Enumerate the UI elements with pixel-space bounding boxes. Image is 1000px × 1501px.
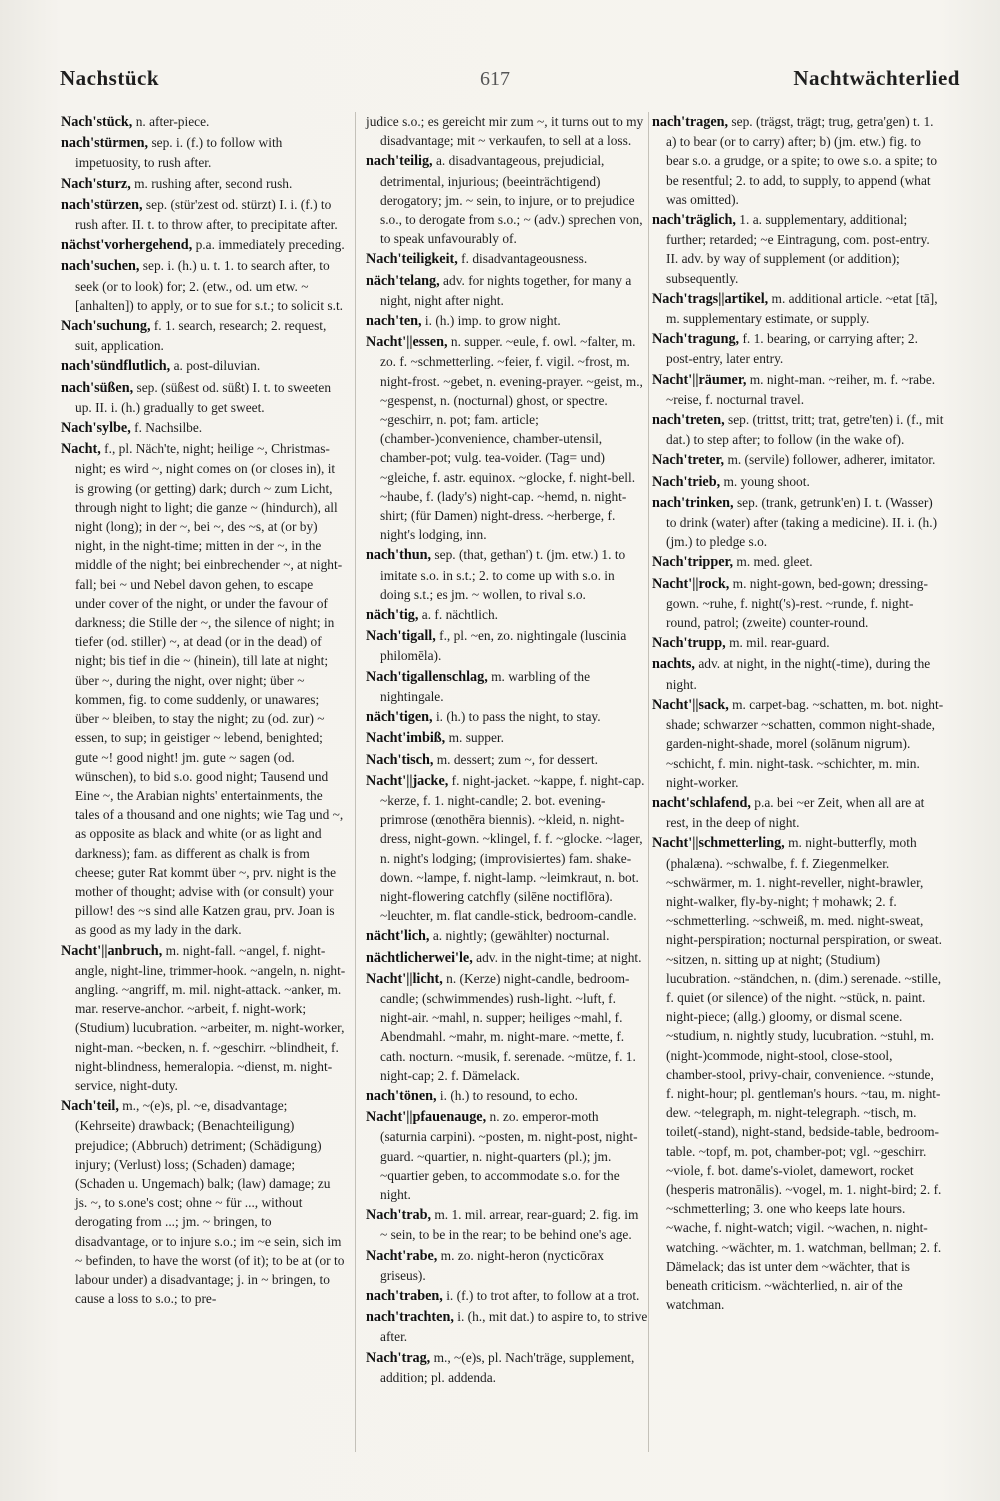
dictionary-entry (61, 133, 346, 172)
entry-headword: näch'tig, (366, 607, 419, 624)
entry-definition: m. additional article. ~etat [tā], m. supplementary estimate, or supply. (666, 290, 938, 327)
entry-definition: n. supper. ~eule, f. owl. ~falter, m. zo. f. ~schmetterling. ~feier, f. vigil. ~frost, m. night-frost. ~gebet, n. evening-prayer. ~geist, m., ~gespenst, n. (nocturnal) ghost, or spectre. ~geschirr, n. pot; fam. article; (chamber-)convenience, chamber-utensil, chamber-pot; vulg. tea-voider. (Tag= und) ~gleiche, f. astr. equinox. ~glocke, f. night-bell. ~haube, f. (lady's) night-cap. ~hemd, n. night-shirt; (für Damen) night-dress. ~herberge, f. night's lodging, inn. (380, 334, 643, 543)
dictionary-entry (61, 1096, 346, 1308)
entry-headword: nächst'vorhergehend, (61, 237, 193, 254)
entry-definition: a. disadvantageous, prejudicial, detrimental, injurious; (beeinträchtigend) derogatory; jm. ~ sein, to injure, or to prejudice s.o., to derogate from s.o.; ~ (adv.) sprechen von, to speak unfavourably of. (380, 153, 643, 247)
entry-definition: m. young shoot. (720, 473, 810, 489)
entry-headword: nach'stürzen, (61, 196, 143, 213)
entry-definition: i. (f.) to trot after, to follow at a trot. (442, 1287, 640, 1303)
dictionary-entry (652, 329, 944, 368)
entry-definition: m. 1. mil. arrear, rear-guard; 2. fig. im ~ sein, to be in the rear; to be behind one's age. (380, 1207, 639, 1243)
text-column-left (61, 112, 346, 1309)
entry-headword: Nacht'rabe, (366, 1247, 438, 1264)
entry-definition: i. (h., mit dat.) to aspire to, to strive after. (380, 1309, 648, 1345)
text-column-middle (366, 112, 648, 1388)
entry-headword: Nacht'||schmetterling, (652, 835, 785, 852)
entry-definition: sep. (trank, getrunk'en) I. t. (Wasser) to drink (water) after (taking a medicine). II. i. (h.) (jm.) to pledge s.o. (666, 494, 938, 550)
dictionary-entry (652, 289, 944, 328)
entry-headword: Nach'tragung, (652, 331, 740, 348)
dictionary-entry (366, 311, 648, 331)
dictionary-entry (652, 695, 944, 792)
entry-definition: n. after-piece. (132, 114, 210, 129)
dictionary-entry (61, 356, 346, 376)
entry-headword: Nach'trieb, (652, 473, 721, 490)
entry-definition: n. (Kerze) night-candle, bedroom-candle; (schwimmendes) rush-light. ~luft, f. night-air. ~mahl, n. supper; heiliges ~mahl, f. Abendmahl. ~mahr, m. night-mare. ~mette, f. cath. nocturn. ~musik, f. serenade. ~mütze, f. 1. night-cap; 2. f. Dämelack. (380, 970, 636, 1083)
entry-headword: nach'ten, (366, 313, 422, 330)
entry-definition: m. mil. rear-guard. (725, 635, 830, 651)
entry-headword: Nacht, (61, 441, 101, 458)
dictionary-entry (366, 969, 648, 1085)
column-divider (355, 112, 356, 1452)
entry-headword: Nach'tigall, (366, 628, 436, 645)
dictionary-entry (652, 493, 944, 552)
dictionary-entry (652, 112, 944, 209)
entry-definition: adv. at night, in the night(-time), during the night. (666, 656, 931, 692)
entry-headword: nächtlicherwei'le, (366, 949, 473, 966)
entry-headword: Nacht'||licht, (366, 970, 443, 987)
entry-headword: Nach'sylbe, (61, 420, 131, 437)
entry-definition: m. carpet-bag. ~schatten, m. bot. night-shade; schwarzer ~schatten, common night-shade, garden-night-shade, morel (solānum nigrum). ~schicht, f. min. night-task. ~schichter, m. min. night-worker. (666, 696, 944, 790)
dictionary-entry (652, 833, 944, 1314)
entry-headword: Nach'tisch, (366, 751, 434, 768)
dictionary-entry (366, 667, 648, 706)
dictionary-entry (366, 1286, 648, 1306)
dictionary-entry (61, 316, 346, 355)
entry-headword: Nach'trags||artikel, (652, 290, 769, 307)
dictionary-entry (61, 256, 346, 315)
entry-definition: f., pl. ~en, zo. nightingale (luscinia philomēla). (380, 628, 627, 664)
dictionary-entry (366, 728, 648, 748)
dictionary-entry (652, 210, 944, 288)
dictionary-entry (366, 1086, 648, 1106)
entry-definition: 1. a. supplementary, additional; further; retarded; ~e Eintragung, com. post-entry. II. adv. by way of supplement (or addition); subsequently. (666, 212, 930, 286)
entry-headword: Nacht'imbiß, (366, 730, 446, 747)
entry-headword: Nacht'||essen, (366, 334, 448, 351)
entry-definition: f. disadvantageousness. (457, 251, 588, 267)
entry-definition: m. med. gleet. (733, 554, 813, 570)
entry-headword: näch'telang, (366, 272, 440, 289)
entry-definition: m. warbling of the nightingale. (380, 668, 591, 704)
dictionary-entry (366, 112, 648, 150)
entry-definition: sep. (trägst, trägt; trug, getra'gen) t. 1. a) to bear (or to carry) after; b) (jm. etw.) fig. to bear s.o. a grudge, or a spite; to owe s.o. a spite; to be resentful; 2. to add, to supply, to append (what was omitted). (666, 114, 938, 207)
entry-headword: Nach'trupp, (652, 635, 726, 652)
entry-definition: adv. for nights together, for many a night, night after night. (380, 272, 632, 308)
entry-definition: m., ~(e)s, pl. ~e, disadvantage; (Kehrseite) drawback; (Benachteiligung) prejudice; (Abbruch) detriment; (Schädigung) injury; (Verlust) loss; (Schaden) damage; (Schaden u. Ungemach) balk; (law) damage; zu js. ~, to s.one's cost; ohne ~ für ..., without derogating from ...; jm. ~ bringen, to disadvantage, or to injure s.o.; im ~e sein, sich im ~ befinden, to have the worst (of it); to be at (or to labour under) a disadvantage; j. in ~ bringen, to cause a loss to s.o.; to pre- (75, 1098, 345, 1307)
entry-definition: m. zo. night-heron (nycticōrax griseus). (380, 1247, 604, 1283)
dictionary-entry (652, 654, 944, 693)
entry-definition: p.a. immediately preceding. (192, 237, 345, 253)
entry-headword: Nach'teiligkeit, (366, 251, 458, 268)
dictionary-entry (61, 439, 346, 939)
entry-headword: nach'tragen, (652, 114, 729, 130)
entry-headword: nach'trinken, (652, 494, 734, 511)
entry-definition: sep. (stür'zest od. stürzt) I. i. (f.) to rush after. II. t. to throw after, to precipitate after. (75, 196, 338, 233)
column-divider (648, 112, 649, 1452)
entry-headword: nächt'lich, (366, 928, 430, 945)
entry-definition: m. supper. (445, 730, 505, 746)
entry-definition: m. rushing after, second rush. (130, 175, 293, 191)
dictionary-entry (366, 332, 648, 544)
dictionary-entry (61, 174, 346, 194)
dictionary-entry (61, 941, 346, 1096)
entry-definition: sep. (süßest od. süßt) I. t. to sweeten up. II. i. (h.) gradually to get sweet. (75, 379, 332, 415)
entry-definition: f. Nachsilbe. (130, 420, 203, 436)
dictionary-entry (366, 750, 648, 770)
entry-headword: Nach'teil, (61, 1098, 119, 1115)
entry-definition: m. (servile) follower, adherer, imitator. (724, 452, 936, 468)
entry-headword: nach'thun, (366, 547, 432, 564)
entry-headword: nach'teilig, (366, 153, 433, 170)
entry-definition: sep. i. (h.) u. t. 1. to search after, to seek (or to look) for; 2. (etw., od. um etw. ~ [anhalten]) to apply, or to sue for s.t.; to solicit s.t. (75, 258, 344, 313)
dictionary-entry (366, 926, 648, 946)
dictionary-entry (366, 545, 648, 604)
entry-definition: adv. in the night-time; at night. (472, 949, 642, 965)
dictionary-entry (366, 271, 648, 310)
dictionary-entry (366, 707, 648, 727)
dictionary-entry (366, 1348, 648, 1387)
entry-headword: Nach'suchung, (61, 318, 151, 335)
entry-headword: nachts, (652, 656, 695, 673)
entry-definition: sep. i. (f.) to follow with impetuosity, to rush after. (75, 135, 283, 171)
dictionary-entry (366, 948, 648, 968)
entry-definition: m. night-man. ~reiher, m. f. ~rabe. ~reise, f. nocturnal travel. (666, 371, 936, 407)
entry-headword: Nacht'||sack, (652, 696, 729, 713)
dictionary-entry (652, 574, 944, 633)
dictionary-entry (652, 793, 944, 832)
entry-headword: nacht'schlafend, (652, 794, 751, 811)
entry-definition: sep. (that, gethan') t. (jm. etw.) 1. to imitate s.o. in s.t.; 2. to come up with s.o. in doing s.t.; es jm. ~ wollen, to rival s.o. (380, 547, 626, 602)
dictionary-entry (366, 1246, 648, 1285)
dictionary-entry (652, 450, 944, 470)
dictionary-entry (652, 370, 944, 409)
dictionary-entry (366, 771, 648, 926)
entry-headword: nach'tönen, (366, 1087, 437, 1104)
entry-headword: Nach'trag, (366, 1349, 431, 1366)
entry-definition: m. night-butterfly, moth (phalæna). ~schwalbe, f. f. Ziegenmelker. ~schwärmer, m. 1. night-reveller, night-brawler, night-walker, fly-by-night; † mohawk; 2. f. ~schmetterling. ~schweiß, m. med. night-sweat, night-perspiration; nocturnal perspiration, or sweat. ~sitzen, n. sitting up at night; (Studium) lucubration. ~ständchen, n. (dim.) serenade. ~stille, f. quiet (or silence) of the night. ~stück, n. paint. night-piece; (allg.) gloomy, or dismal scene. ~studium, n. nightly study, lucubration. ~stuhl, m. (night-)commode, night-stool, close-stool, chamber-stool, privy-chair, convenience. ~stunde, f. night-hour; pl. gentleman's hours. ~tau, m. night-dew. ~telegraph, m. night-telegraph. ~tisch, m. toilet(-stand), night-stand, bedside-table, bedroom-table. ~topf, m. pot, chamber-pot; vgl. ~geschirr. ~viole, f. bot. dame's-violet, damewort, rocket (hesperis matronālis). ~vogel, m. 1. night-bird; 2. f. ~schmetterling; 3. one who keeps late hours. ~wache, f. night-watch; vigil. ~wachen, n. night-watching. ~wächter, m. 1. watchman, bellman; 2. f. Dämelack; das ist unter dem ~wächter, that is beneath criticism. ~wächterlied, n. air of the watchman. (666, 835, 942, 1313)
entry-headword: Nacht'||jacke, (366, 772, 449, 789)
entry-headword: Nach'treter, (652, 452, 725, 469)
dictionary-entry (366, 249, 648, 269)
entry-definition: i. (h.) imp. to grow night. (421, 313, 561, 329)
dictionary-entry (366, 1107, 648, 1204)
entry-headword: nach'trachten, (366, 1309, 454, 1326)
entry-definition: f., pl. Näch'te, night; heilige ~, Christmas-night; es wird ~, night comes on (or closes in), it is growing (or getting) dark; durch ~ zum Licht, through night to light; die ganze ~ (hindurch), all night (long); in der ~, bei ~, des ~s, at (or by) night, in the night-time; mitten in der ~, in the middle of the night; bei einbrechender ~, at night-fall; bei ~ und Nebel davon gehen, to escape under cover of the night, or under the favour of darkness; die Stille der ~, the silence of night; in tiefer (od. stiller) ~, at dead (or in the dead) of night; bis tief in die ~ (hinein), till late at night; über ~, during the night, over night; über ~ kommen, fig. to come suddenly, or unawares; über ~ bleiben, to stay the night; zu (od. zur) ~ essen, to sup; in geistiger ~ lebend, benighted; gute ~! good night! jm. gute ~ sagen (od. wünschen), to bid s.o. good night; Tausend und Eine ~, the Arabian nights' entertainments, the tales of a thousand and one nights; wie Tag und ~, as opposite as black and white (or as light and darkness); fam. as different as chalk is from cheese; guter Rat kommt über ~, prv. night is the mother of thought; advise with (or consult) your pillow! des ~s sind alle Katzen grau, prv. Joan is as good as my lady in the dark. (75, 441, 344, 938)
dictionary-entry (652, 633, 944, 653)
entry-headword: nach'suchen, (61, 258, 140, 275)
entry-headword: nach'stürmen, (61, 135, 149, 152)
entry-headword: näch'tigen, (366, 709, 433, 726)
entry-definition: i. (h.) to resound, to echo. (436, 1087, 578, 1103)
dictionary-entry (61, 235, 346, 255)
entry-definition: a. post-diluvian. (170, 358, 261, 374)
entry-headword: nach'sündflutlich, (61, 358, 171, 375)
dictionary-entry (652, 410, 944, 449)
text-column-right (652, 112, 944, 1315)
dictionary-entry (366, 1205, 648, 1244)
dictionary-entry (652, 552, 944, 572)
entry-definition: a. nightly; (gewählter) nocturnal. (429, 928, 610, 944)
header-left-guide-word: Nachstück (60, 66, 160, 90)
entry-definition: judice s.o.; es gereicht mir zum ~, it turns out to my disadvantage; mit ~ verkaufen, to sell at a loss. (366, 114, 644, 149)
entry-definition: m. night-fall. ~angel, f. night-angle, night-line, trimmer-hook. ~angeln, n. night-angling. ~angriff, m. mil. night-attack. ~anker, m. mar. reserve-anchor. ~arbeit, f. night-work; (Studium) lucubration. ~arbeiter, m. night-worker, night-man. ~becken, n. f. ~geschirr. ~blindheit, f. night-blindness, hemeralopia. ~dienst, m. night-service, night-duty. (75, 942, 346, 1093)
dictionary-entry (366, 151, 648, 248)
entry-definition: sep. (trittst, tritt; trat, getre'ten) i. (f., mit dat.) to step after; to follow (in the wake of). (666, 412, 944, 448)
page-number: 617 (480, 68, 510, 90)
entry-headword: Nach'tigallenschlag, (366, 668, 488, 685)
entry-headword: Nacht'||rock, (652, 575, 730, 592)
dictionary-entry (61, 195, 346, 234)
entry-headword: Nacht'||räumer, (652, 371, 747, 388)
entry-headword: nach'süßen, (61, 379, 134, 396)
entry-definition: f. 1. bearing, or carrying after; 2. post-entry, later entry. (666, 331, 918, 367)
entry-definition: n. zo. emperor-moth (saturnia carpini). ~posten, m. night-post, night-guard. ~quartier, n. night-quarters (pl.); jm. ~quartier geben, to accommodate s.o. for the night. (380, 1109, 638, 1202)
entry-headword: Nach'tripper, (652, 554, 734, 571)
entry-headword: nach'treten, (652, 412, 725, 429)
dictionary-entry (652, 472, 944, 492)
entry-definition: m. night-gown, bed-gown; dressing-gown. ~ruhe, f. night('s)-rest. ~runde, f. night-round, patrol; (zweite) counter-round. (666, 575, 928, 631)
dictionary-entry (61, 112, 346, 132)
dictionary-entry (61, 378, 346, 417)
entry-definition: f. 1. search, research; 2. request, suit, application. (75, 318, 327, 354)
entry-headword: Nach'trab, (366, 1207, 432, 1224)
entry-headword: Nach'sturz, (61, 175, 131, 192)
entry-definition: a. f. nächtlich. (418, 607, 498, 623)
entry-headword: Nacht'||anbruch, (61, 942, 163, 959)
entry-headword: Nach'stück, (61, 114, 133, 130)
dictionary-entry (366, 605, 648, 625)
entry-definition: i. (h.) to pass the night, to stay. (432, 709, 601, 725)
entry-definition: m., ~(e)s, pl. Nach'träge, supplement, addition; pl. addenda. (380, 1349, 635, 1385)
running-head (60, 66, 960, 96)
entry-headword: nach'traben, (366, 1287, 443, 1304)
entry-definition: p.a. bei ~er Zeit, when all are at rest, in the deep of night. (666, 794, 925, 831)
header-right-guide-word: Nachtwächterlied (793, 66, 960, 90)
entry-definition: f. night-jacket. ~kappe, f. night-cap. ~kerze, f. 1. night-candle; 2. bot. evening-primrose (œnothēra biennis). ~kleid, n. night-dress, night-gown. ~klingel, f. f. ~glocke. ~lager, n. night's lodging; (improvisiertes) fam. shake-down. ~lampe, f. night-lamp. ~leimkraut, n. bot. night-flowering catchfly (silēne noctiflōra). ~leuchter, m. flat candle-stick, bedroom-candle. (380, 772, 645, 924)
dictionary-entry (61, 418, 346, 438)
dictionary-entry (366, 626, 648, 665)
dictionary-entry (366, 1307, 648, 1346)
entry-headword: nach'träglich, (652, 212, 736, 229)
entry-definition: m. dessert; zum ~, for dessert. (433, 751, 598, 767)
entry-headword: Nacht'||pfauenauge, (366, 1109, 487, 1126)
